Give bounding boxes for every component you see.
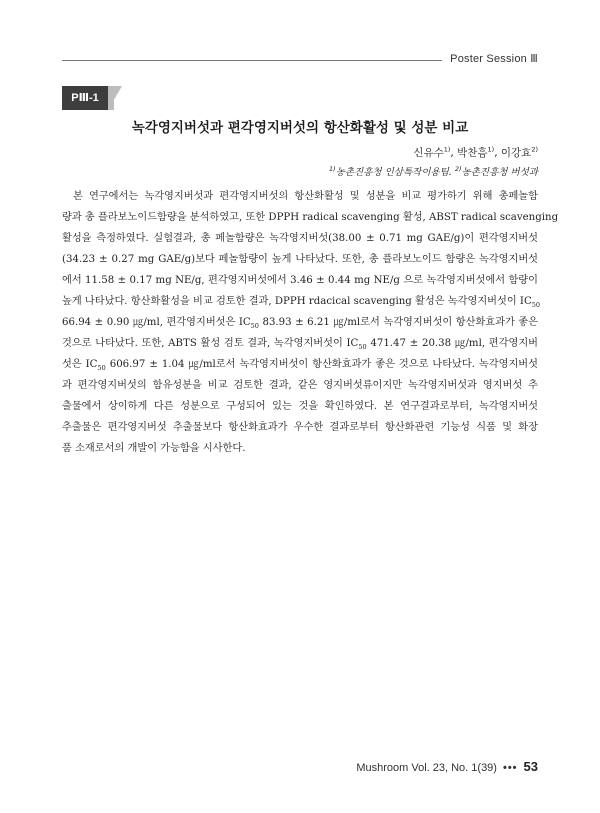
abstract-line: 66.94 ± 0.90 ㎍/ml, 편각영지버섯은 $IC_{50}$ 83.93 ± 6.21 ㎍/ml로서 녹각영지버섯이 항산화효과가 좋은 xyxy=(62,317,538,331)
author-list xyxy=(413,145,538,160)
abstract-line: 것으로 나타났다. 또한, ABTS 활성 검토 결과, 녹각영지버섯이 $IC_{50}$ 471.47 ± 20.38 ㎍/ml, 편각영지버 xyxy=(62,338,539,352)
session-label: Poster Session Ⅲ xyxy=(450,53,538,65)
author-sup: 2) xyxy=(531,145,538,154)
abstract-line: 섯은 $IC_{50}$ 606.97 ± 1.04 ㎍/ml로서 녹각영지버섯이 항산화효과가 좋은 것으로 나타났다. 녹각영지버섯 xyxy=(62,359,538,373)
author-sup: 1) xyxy=(487,145,495,154)
poster-id: PⅢ-1 xyxy=(62,86,108,110)
author-name: 이강효 xyxy=(500,147,532,159)
abstract-line: 에서 11.58 ± 0.17 mg NE/g, 편각영지버섯에서 3.46 ± 0.44 mg NE/g 으로 녹각영지버섯에서 함량이 xyxy=(62,275,538,286)
affiliation-list xyxy=(329,164,538,178)
affil-sup: 2) xyxy=(454,164,462,173)
affil-text: 농촌진흥청 버섯과 xyxy=(461,167,538,178)
paper-title: 녹각영지버섯과 편각영지버섯의 항산화활성 및 성분 비교 xyxy=(131,120,469,136)
abstract-line: 추출물은 편각영지버섯 추출물보다 항산화효과가 우수한 결과로부터 항산화관련 기능성 식품 및 화장 xyxy=(62,422,538,433)
abstract-line: 높게 나타났다. 항산화활성을 비교 검토한 결과, DPPH rdacical scavenging 활성은 녹각영지버섯이 $IC_{50}$ xyxy=(62,296,541,310)
abstract-line: 본 연구에서는 녹각영지버섯과 편각영지버섯의 항산화활성 및 성분을 비교 평가하기 위해 총페놀함 xyxy=(73,191,538,202)
abstract-line: 품 소재로서의 개발이 가능함을 시사한다. xyxy=(62,443,246,454)
author-name: 신유수 xyxy=(413,147,444,159)
journal-citation: Mushroom Vol. 23, No. 1(39) xyxy=(356,762,497,774)
affil-sup: 1) xyxy=(329,164,336,173)
abstract-line: (34.23 ± 0.27 mg GAE/g)보다 페놀함량이 높게 나타났다. 또한, 총 플라보노이드 함량은 녹각영지버섯 xyxy=(62,254,538,265)
author-sep: , xyxy=(494,147,501,159)
footer-dots: ••• xyxy=(502,762,518,774)
abstract-line: 활성을 측정하였다. 실험결과, 총 페놀함량은 녹각영지버섯(38.00 ± 0.71 mg GAE/g)이 편각영지버섯 xyxy=(62,233,538,244)
abstract-body xyxy=(62,186,559,459)
affil-text: 농촌진흥청 인삼특작이용팀. xyxy=(335,167,455,178)
page-number: 53 xyxy=(523,759,538,774)
badge-accent-tail xyxy=(108,86,122,110)
author-sup: 1) xyxy=(443,145,451,154)
abstract-line: 과 편각영지버섯의 함유성분을 비교 검토한 결과, 같은 영지버섯류이지만 녹각영지버섯과 영지버섯 추 xyxy=(62,380,538,391)
poster-badge xyxy=(62,86,126,110)
abstract-line: 량과 총 플라보노이드함량을 분석하였고, 또한 DPPH radical scavenging 활성, ABST radical scavenging xyxy=(62,212,559,223)
author-sep: , xyxy=(450,147,458,159)
abstract-line: 출물에서 상이하게 다른 성분으로 구성되어 있는 것을 확인하였다. 본 연구결과로부터, 녹각영지버섯 xyxy=(62,401,538,412)
header-rule xyxy=(62,60,442,61)
page-footer xyxy=(356,759,538,774)
author-name: 박찬흠 xyxy=(457,147,488,159)
